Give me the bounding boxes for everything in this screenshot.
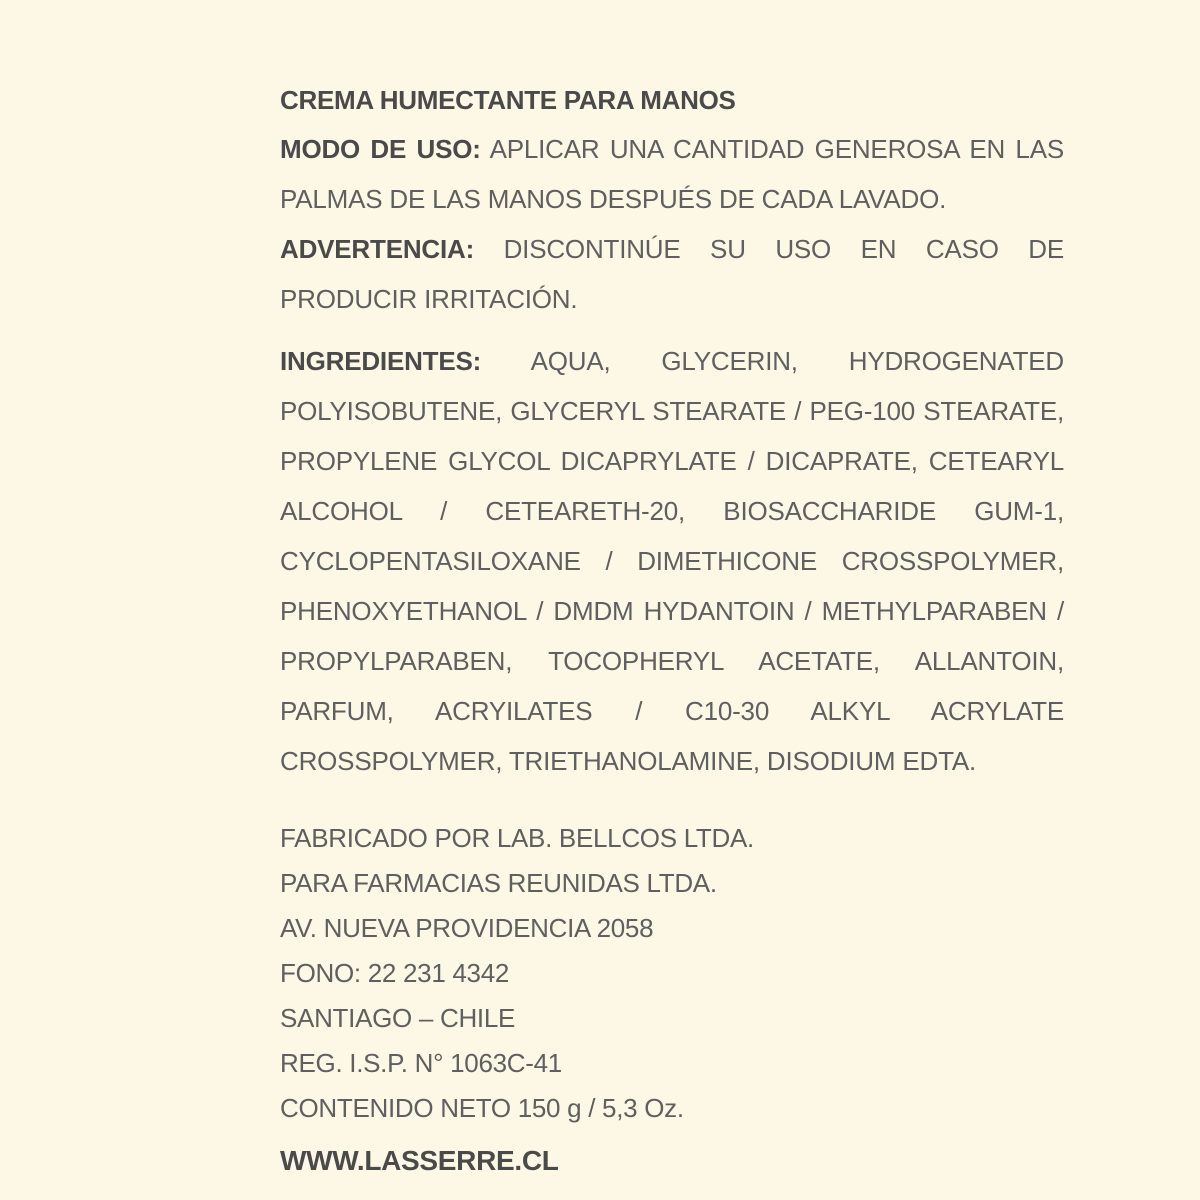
ingredients-section	[280, 336, 1064, 786]
usage-heading: MODO DE USO:	[280, 134, 481, 164]
manufacturer-name: FABRICADO POR LAB. BELLCOS LTDA.	[280, 823, 754, 853]
ingredients-text: AQUA, GLYCERIN, HYDROGENATED POLYISOBUTENE, GLYCERYL STEARATE / PEG-100 STEARATE, PROPYLENE GLYCOL DICAPRYLATE / DICAPRATE, CETEARYL ALCOHOL / CETEARETH-20, BIOSACCHARIDE GUM-1, CYCLOPENTASILOXANE / DIMETHICONE CROSSPOLYMER, PHENOXYETHANOL / DMDM HYDANTOIN / METHYLPARABEN / PROPYLPARABEN, TOCOPHERYL ACETATE, ALLANTOIN, PARFUM, ACRYILATES / C10-30 ALKYL ACRYLATE CROSSPOLYMER, TRIETHANOLAMINE, DISODIUM EDTA.	[280, 346, 1064, 776]
net-content: CONTENIDO NETO 150 g / 5,3 Oz.	[280, 1093, 684, 1123]
manufacturer-city: SANTIAGO – CHILE	[280, 1003, 516, 1033]
distributor-name: PARA FARMACIAS REUNIDAS LTDA.	[280, 868, 717, 898]
warning-heading: ADVERTENCIA:	[280, 234, 475, 264]
warning-text: DISCONTINÚE SU USO EN CASO DE PRODUCIR IRRITACIÓN.	[280, 234, 1064, 314]
ingredients-heading: INGREDIENTES:	[280, 346, 482, 376]
manufacturer-address: AV. NUEVA PROVIDENCIA 2058	[280, 913, 654, 943]
warning-section	[280, 224, 1064, 324]
usage-text: APLICAR UNA CANTIDAD GENEROSA EN LAS PALMAS DE LAS MANOS DESPUÉS DE CADA LAVADO.	[280, 134, 1064, 214]
website-link: WWW.LASSERRE.CL	[280, 1145, 559, 1176]
manufacturer-phone: FONO: 22 231 4342	[280, 958, 510, 988]
product-title: CREMA HUMECTANTE PARA MANOS	[280, 85, 736, 115]
manufacturer-info	[280, 816, 1064, 1191]
registration-number: REG. I.S.P. N° 1063C-41	[280, 1048, 562, 1078]
product-label	[280, 82, 1064, 1191]
usage-instructions	[280, 124, 1064, 224]
